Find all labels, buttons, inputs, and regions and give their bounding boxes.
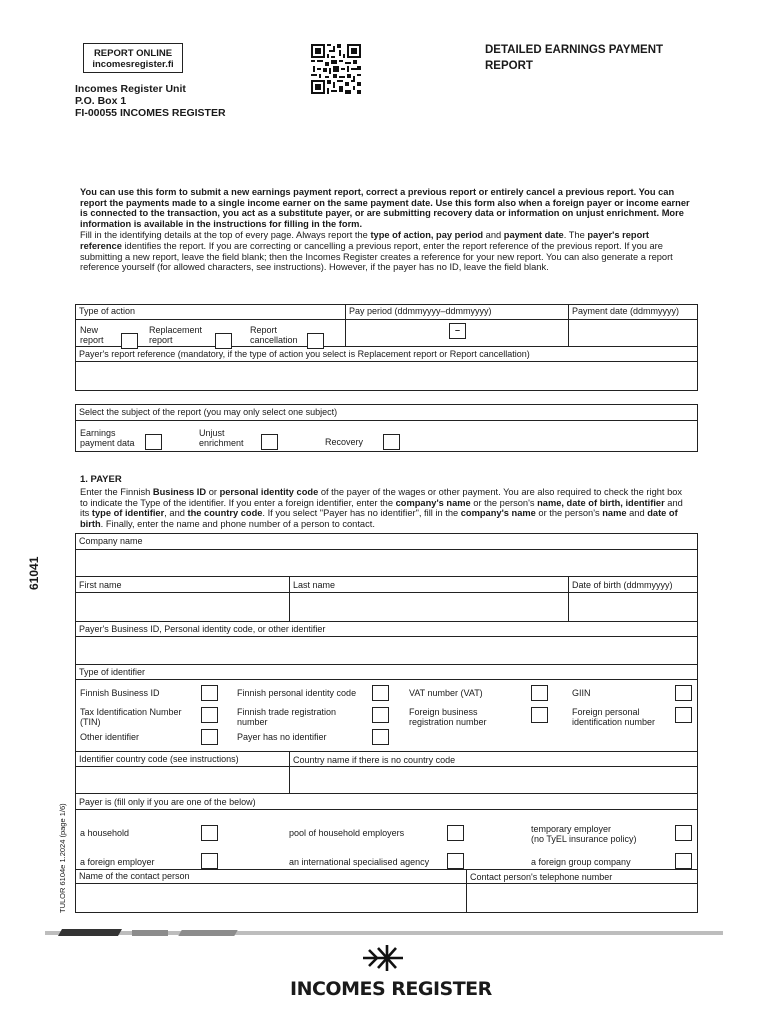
payer-report-reference-input[interactable] <box>77 363 696 389</box>
payment-date-label: Payment date (ddmmyyyy) <box>572 306 680 316</box>
payer-identifier-input[interactable] <box>77 637 696 662</box>
type-of-action-label: Type of action <box>79 306 136 316</box>
foreign-group-checkbox[interactable] <box>675 853 692 869</box>
household-pool-label: pool of household employers <box>289 828 405 838</box>
first-name-label: First name <box>79 580 122 590</box>
finnish-business-id-label: Finnish Business ID <box>80 688 160 698</box>
pay-period-end-input[interactable] <box>470 322 564 344</box>
payment-date-input[interactable] <box>572 322 694 344</box>
trade-registration-label: Finnish trade registration number <box>237 707 337 727</box>
incomes-register-logo-icon <box>360 942 406 974</box>
foreign-employer-label: a foreign employer <box>80 857 155 867</box>
footer-accent-light <box>178 930 237 936</box>
contact-name-label: Name of the contact person <box>79 871 190 881</box>
pay-period-label: Pay period (ddmmyyyy–ddmmyyyy) <box>349 306 492 316</box>
country-code-input[interactable] <box>77 767 287 791</box>
address-line: Incomes Register Unit <box>75 83 186 95</box>
recovery-checkbox[interactable] <box>383 434 400 450</box>
date-of-birth-label: Date of birth (ddmmyyyy) <box>572 580 673 590</box>
payer-is-label: Payer is (fill only if you are one of the below) <box>79 797 256 807</box>
form-code: 61041 <box>27 556 41 590</box>
footer-accent-dark <box>58 929 122 936</box>
payer-instructions: Enter the Finnish Business ID or personal identity code of the payer of the wages or other payment. You are also required to check the right box to indicate the Type of the identifier. If you enter a foreign identifier, enter the company's name or the person's name, date of birth, identifier and its type of identifier, and the country code. If you select "Payer has no identifier", fill in the company's name or the person's name and date of birth. Finally, enter the name and phone number of a person to contact. <box>80 487 683 529</box>
contact-phone-input[interactable] <box>468 885 696 911</box>
replacement-report-checkbox[interactable] <box>215 333 232 349</box>
pay-period-start-input[interactable] <box>350 322 444 344</box>
country-code-label: Identifier country code (see instructions) <box>79 754 239 764</box>
giin-label: GIIN <box>572 688 591 698</box>
report-online-url[interactable]: incomesregister.fi <box>92 59 174 70</box>
new-report-label: New report <box>80 325 104 345</box>
foreign-group-label: a foreign group company <box>531 857 631 867</box>
international-agency-checkbox[interactable] <box>447 853 464 869</box>
foreign-business-label: Foreign business registration number <box>409 707 487 727</box>
vat-number-label: VAT number (VAT) <box>409 688 483 698</box>
qr-code-icon <box>311 44 361 94</box>
new-report-checkbox[interactable] <box>121 333 138 349</box>
other-identifier-label: Other identifier <box>80 732 140 742</box>
unjust-enrichment-label: Unjust enrichment <box>199 428 244 448</box>
contact-name-input[interactable] <box>77 885 464 911</box>
intro-bold-paragraph: You can use this form to submit a new earnings payment report, correct a previous report or entirely cancel a previous report. You can report the payments made to a single income earner on the same payment date. Use this form also when a foreign payer or income earner is connected to the transaction, you act as a substitute payer, or are submitting recovery data or information on unjust enrichment. More information is available in the instructions for filling in the form. <box>80 187 690 229</box>
form-title-line1: DETAILED EARNINGS PAYMENT <box>485 44 664 56</box>
giin-checkbox[interactable] <box>675 685 692 701</box>
pay-period-dash: – <box>449 323 466 339</box>
foreign-business-checkbox[interactable] <box>531 707 548 723</box>
finnish-personal-code-label: Finnish personal identity code <box>237 688 357 698</box>
foreign-personal-label: Foreign personal identification number <box>572 707 656 727</box>
vat-number-checkbox[interactable] <box>531 685 548 701</box>
form-title-line2: REPORT <box>485 60 533 72</box>
foreign-personal-checkbox[interactable] <box>675 707 692 723</box>
postal-address <box>75 83 226 119</box>
report-online-label: REPORT ONLINE <box>93 48 173 59</box>
type-of-identifier-label: Type of identifier <box>79 667 146 677</box>
tin-label: Tax Identification Number (TIN) <box>80 707 182 727</box>
household-label: a household <box>80 828 130 838</box>
contact-phone-label: Contact person's telephone number <box>470 872 613 882</box>
first-name-input[interactable] <box>77 594 287 619</box>
payer-section-heading: 1. PAYER <box>80 474 122 485</box>
international-agency-label: an international specialised agency <box>289 857 430 867</box>
report-subject-label: Select the subject of the report (you may only select one subject) <box>79 407 338 417</box>
last-name-label: Last name <box>293 580 336 590</box>
tin-checkbox[interactable] <box>201 707 218 723</box>
finnish-business-id-checkbox[interactable] <box>201 685 218 701</box>
foreign-employer-checkbox[interactable] <box>201 853 218 869</box>
payer-report-reference-label: Payer's report reference (mandatory, if the type of action you select is Replacement report or Report cancellation) <box>79 349 530 359</box>
earnings-payment-data-checkbox[interactable] <box>145 434 162 450</box>
report-cancellation-label: Report cancellation <box>250 325 298 345</box>
footer-accent-mid <box>132 930 168 936</box>
recovery-label: Recovery <box>325 437 364 447</box>
no-identifier-label: Payer has no identifier <box>237 732 327 742</box>
country-name-input[interactable] <box>291 767 696 791</box>
household-checkbox[interactable] <box>201 825 218 841</box>
company-name-input[interactable] <box>77 550 696 574</box>
finnish-personal-code-checkbox[interactable] <box>372 685 389 701</box>
form-footer-version: TULOR 6104e 1.2024 (page 1/6) <box>58 803 67 913</box>
incomes-register-logo-text: INCOMES REGISTER <box>290 978 492 1000</box>
no-identifier-checkbox[interactable] <box>372 729 389 745</box>
report-online-box <box>83 43 183 73</box>
last-name-input[interactable] <box>291 594 566 619</box>
country-name-label: Country name if there is no country code <box>293 755 456 765</box>
replacement-report-label: Replacement report <box>149 325 203 345</box>
payer-identifier-label: Payer's Business ID, Personal identity code, or other identifier <box>79 624 326 634</box>
company-name-label: Company name <box>79 536 143 546</box>
address-line: P.O. Box 1 <box>75 95 127 107</box>
address-line: FI-00055 INCOMES REGISTER <box>75 107 226 119</box>
report-cancellation-checkbox[interactable] <box>307 333 324 349</box>
household-pool-checkbox[interactable] <box>447 825 464 841</box>
intro-paragraph: Fill in the identifying details at the top of every page. Always report the type of action, pay period and payment date. The payer's report reference identifies the report. If you are correcting or cancelling a previous report, enter the report reference of the previous report. If you are submitting a new report, leave the field blank; then the Incomes Register creates a reference for your new report. You can also generate a report reference yourself (for allowed characters, see instructions). However, if the payer has no ID, leave the field blank. <box>80 230 673 273</box>
temporary-employer-checkbox[interactable] <box>675 825 692 841</box>
date-of-birth-input[interactable] <box>570 594 696 619</box>
unjust-enrichment-checkbox[interactable] <box>261 434 278 450</box>
intro-text <box>80 187 690 273</box>
temporary-employer-label: temporary employer (no TyEL insurance policy) <box>531 824 637 844</box>
trade-registration-checkbox[interactable] <box>372 707 389 723</box>
earnings-payment-data-label: Earnings payment data <box>80 428 135 448</box>
form-title <box>485 42 663 74</box>
other-identifier-checkbox[interactable] <box>201 729 218 745</box>
